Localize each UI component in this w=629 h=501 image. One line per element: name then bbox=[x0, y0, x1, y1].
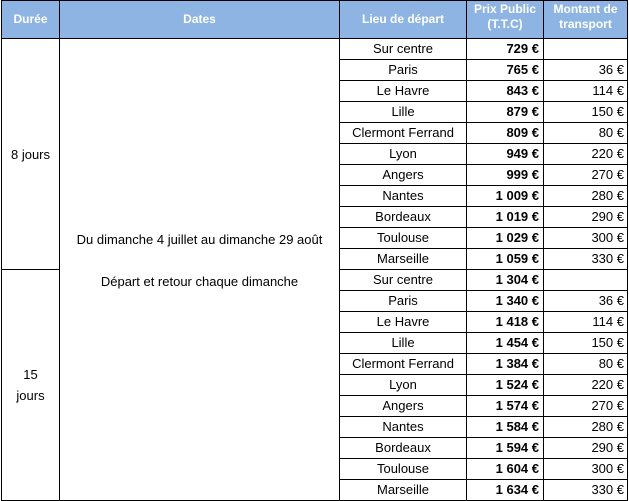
public-price: 1 604 € bbox=[467, 459, 544, 480]
transport-amount: 330 € bbox=[544, 249, 628, 270]
header-transport: Montant de transport bbox=[544, 1, 628, 39]
header-prix: Prix Public (T.T.C) bbox=[467, 1, 544, 39]
departure-city: Lyon bbox=[340, 144, 467, 165]
dates-range-text: Du dimanche 4 juillet au dimanche 29 août bbox=[76, 232, 323, 247]
transport-amount: 36 € bbox=[544, 291, 628, 312]
departure-city: Toulouse bbox=[340, 459, 467, 480]
public-price: 765 € bbox=[467, 60, 544, 81]
transport-amount: 150 € bbox=[544, 102, 628, 123]
transport-amount: 220 € bbox=[544, 144, 628, 165]
departure-city: Paris bbox=[340, 291, 467, 312]
transport-amount bbox=[544, 39, 628, 60]
public-price: 1 584 € bbox=[467, 417, 544, 438]
duration-label: 15 jours bbox=[16, 367, 45, 403]
transport-amount: 114 € bbox=[544, 312, 628, 333]
public-price: 1 454 € bbox=[467, 333, 544, 354]
transport-amount: 80 € bbox=[544, 354, 628, 375]
departure-city: Nantes bbox=[340, 186, 467, 207]
departure-city: Marseille bbox=[340, 480, 467, 501]
header-duree: Durée bbox=[2, 1, 60, 39]
transport-amount: 36 € bbox=[544, 60, 628, 81]
dates-block bbox=[60, 39, 339, 292]
transport-amount: 330 € bbox=[544, 480, 628, 501]
public-price: 1 384 € bbox=[467, 354, 544, 375]
departure-city: Lille bbox=[340, 333, 467, 354]
public-price: 1 594 € bbox=[467, 438, 544, 459]
public-price: 999 € bbox=[467, 165, 544, 186]
departure-city: Bordeaux bbox=[340, 438, 467, 459]
transport-amount: 290 € bbox=[544, 207, 628, 228]
public-price: 1 029 € bbox=[467, 228, 544, 249]
public-price: 1 574 € bbox=[467, 396, 544, 417]
departure-city: Sur centre bbox=[340, 39, 467, 60]
public-price: 1 418 € bbox=[467, 312, 544, 333]
duration-cell bbox=[2, 39, 60, 270]
transport-amount: 280 € bbox=[544, 417, 628, 438]
departure-city: Bordeaux bbox=[340, 207, 467, 228]
public-price: 1 340 € bbox=[467, 291, 544, 312]
transport-amount: 220 € bbox=[544, 375, 628, 396]
transport-amount: 300 € bbox=[544, 228, 628, 249]
departure-city: Lyon bbox=[340, 375, 467, 396]
departure-city: Nantes bbox=[340, 417, 467, 438]
transport-amount: 150 € bbox=[544, 333, 628, 354]
transport-amount: 270 € bbox=[544, 165, 628, 186]
header-row bbox=[2, 1, 628, 39]
public-price: 809 € bbox=[467, 123, 544, 144]
transport-amount: 114 € bbox=[544, 81, 628, 102]
departure-city: Clermont Ferrand bbox=[340, 123, 467, 144]
header-lieu: Lieu de départ bbox=[340, 1, 467, 39]
departure-city: Sur centre bbox=[340, 270, 467, 291]
dates-cell bbox=[60, 39, 340, 501]
transport-amount: 290 € bbox=[544, 438, 628, 459]
public-price: 843 € bbox=[467, 81, 544, 102]
public-price: 1 634 € bbox=[467, 480, 544, 501]
departure-city: Marseille bbox=[340, 249, 467, 270]
dates-departure-text: Départ et retour chaque dimanche bbox=[100, 274, 299, 289]
public-price: 1 304 € bbox=[467, 270, 544, 291]
departure-city: Toulouse bbox=[340, 228, 467, 249]
public-price: 1 019 € bbox=[467, 207, 544, 228]
table-row bbox=[2, 39, 628, 60]
public-price: 879 € bbox=[467, 102, 544, 123]
table-body bbox=[2, 39, 628, 501]
public-price: 949 € bbox=[467, 144, 544, 165]
duration-cell bbox=[2, 270, 60, 501]
transport-amount bbox=[544, 270, 628, 291]
price-table bbox=[1, 0, 628, 501]
departure-city: Lille bbox=[340, 102, 467, 123]
header-dates: Dates bbox=[60, 1, 340, 39]
departure-city: Clermont Ferrand bbox=[340, 354, 467, 375]
transport-amount: 280 € bbox=[544, 186, 628, 207]
public-price: 1 059 € bbox=[467, 249, 544, 270]
public-price: 729 € bbox=[467, 39, 544, 60]
departure-city: Paris bbox=[340, 60, 467, 81]
departure-city: Le Havre bbox=[340, 312, 467, 333]
duration-label: 8 jours bbox=[10, 146, 51, 162]
public-price: 1 524 € bbox=[467, 375, 544, 396]
transport-amount: 270 € bbox=[544, 396, 628, 417]
departure-city: Angers bbox=[340, 165, 467, 186]
transport-amount: 300 € bbox=[544, 459, 628, 480]
public-price: 1 009 € bbox=[467, 186, 544, 207]
departure-city: Angers bbox=[340, 396, 467, 417]
departure-city: Le Havre bbox=[340, 81, 467, 102]
transport-amount: 80 € bbox=[544, 123, 628, 144]
